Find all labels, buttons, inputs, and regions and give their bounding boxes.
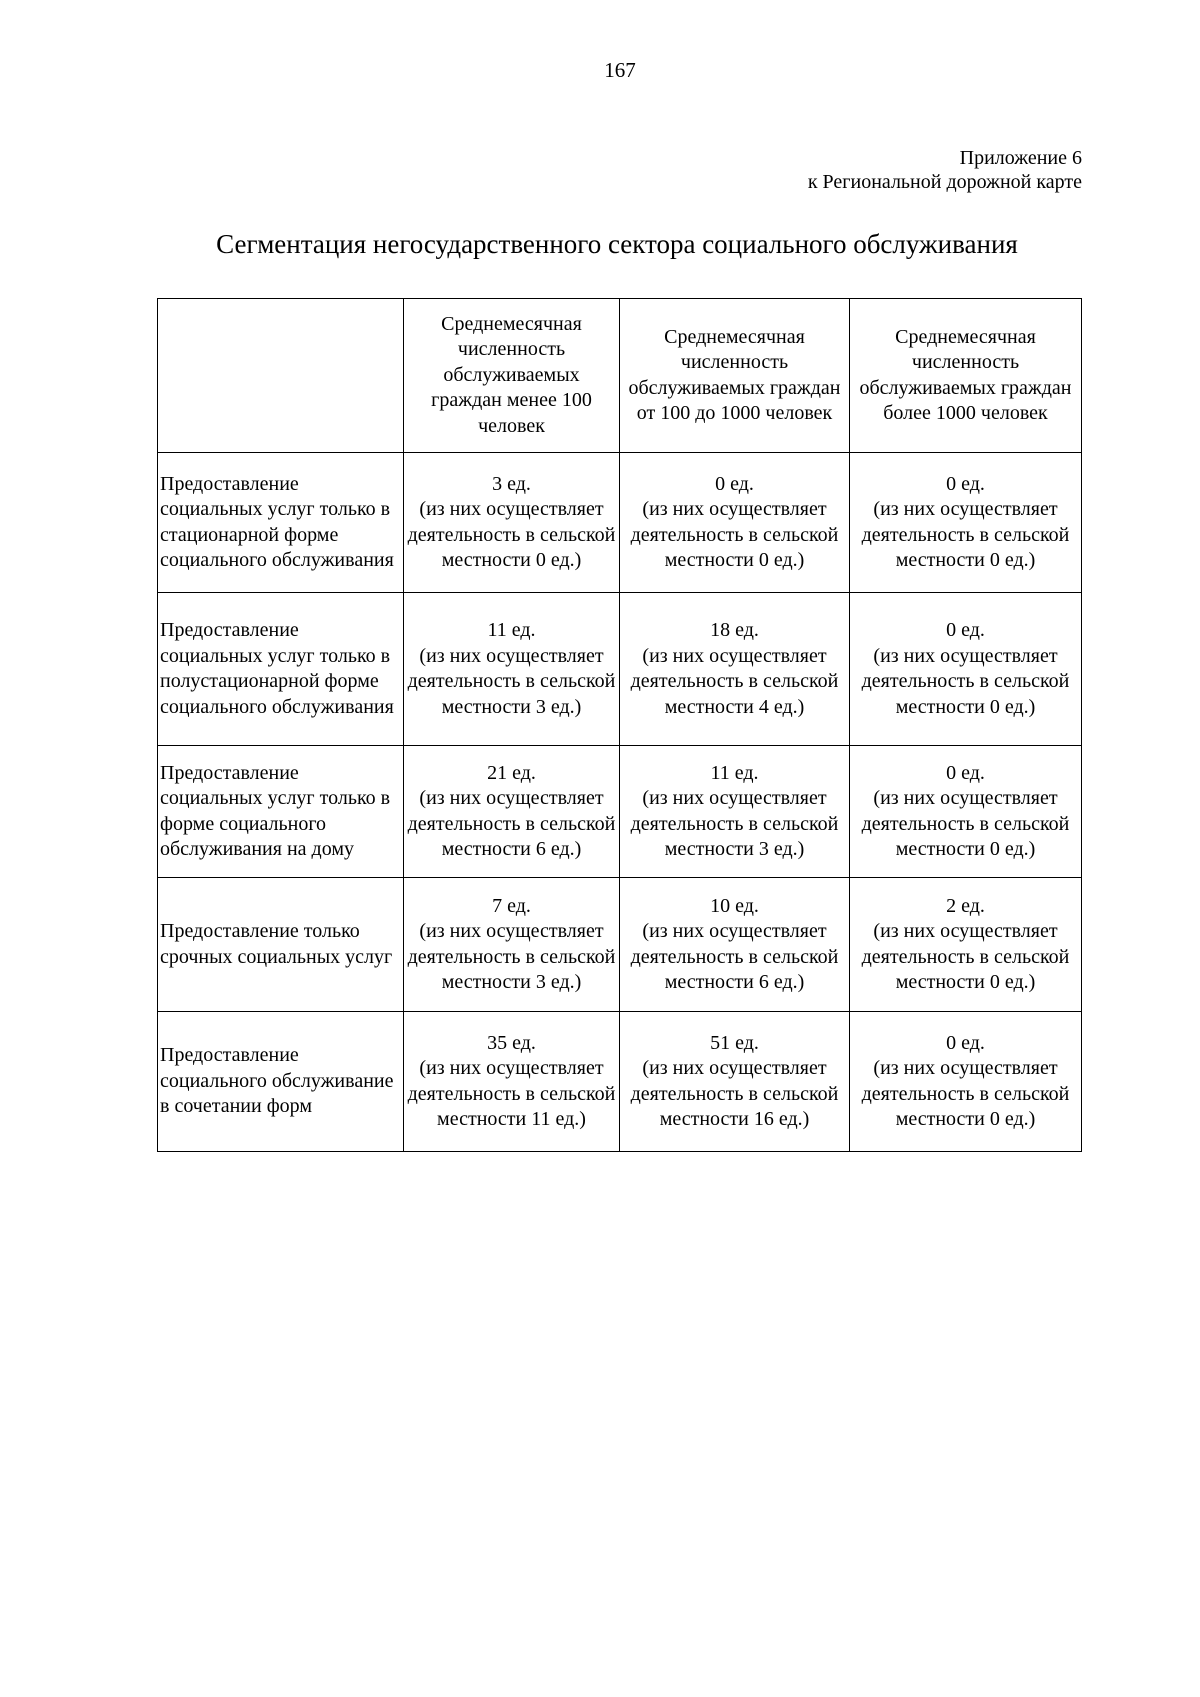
table-header-row [158, 299, 1082, 453]
unit-count: 0 ед. [946, 472, 985, 495]
rural-detail: (из них осуществляет деятельность в сельской местности 3 ед.) [407, 920, 616, 993]
rural-detail: (из них осуществляет деятельность в сельской местности 3 ед.) [407, 644, 616, 718]
rural-detail: (из них осуществляет деятельность в сельской местности 0 ед.) [861, 920, 1070, 993]
header-cell-over-1000: Среднемесячная численность обслуживаемых граждан более 1000 человек [850, 299, 1082, 453]
value-cell [404, 593, 620, 746]
value-cell [404, 453, 620, 593]
unit-count: 0 ед. [946, 619, 985, 641]
rural-detail: (из них осуществляет деятельность в сельской местности 0 ед.) [861, 1057, 1070, 1130]
unit-count: 0 ед. [946, 761, 985, 784]
value-cell [850, 593, 1082, 746]
unit-count: 10 ед. [710, 894, 759, 917]
appendix-line-1: Приложение 6 [959, 147, 1082, 169]
unit-count: 35 ед. [487, 1031, 536, 1054]
rural-detail: (из них осуществляет деятельность в сельской местности 0 ед.) [861, 498, 1070, 571]
unit-count: 0 ед. [715, 472, 754, 495]
rural-detail: (из них осуществляет деятельность в сельской местности 6 ед.) [407, 787, 616, 860]
unit-count: 51 ед. [710, 1031, 759, 1054]
rural-detail: (из них осуществляет деятельность в сельской местности 0 ед.) [861, 644, 1070, 718]
unit-count: 0 ед. [946, 1031, 985, 1054]
unit-count: 11 ед. [487, 619, 536, 641]
table-row [158, 593, 1082, 746]
table-row [158, 453, 1082, 593]
rural-detail: (из них осуществляет деятельность в сельской местности 11 ед.) [407, 1057, 616, 1130]
value-cell [850, 878, 1082, 1012]
rural-detail: (из них осуществляет деятельность в сельской местности 3 ед.) [630, 787, 839, 860]
value-cell [404, 746, 620, 878]
value-cell [620, 1012, 850, 1152]
unit-count: 21 ед. [487, 761, 536, 784]
header-cell-100-to-1000: Среднемесячная численность обслуживаемых граждан от 100 до 1000 человек [620, 299, 850, 453]
unit-count: 7 ед. [492, 894, 531, 917]
segmentation-table [157, 298, 1082, 1152]
row-label: Предоставление социальных услуг только в форме социального обслуживания на дому [158, 746, 404, 878]
row-label: Предоставление социальных услуг только в полустационарной форме социального обслуживания [158, 593, 404, 746]
rural-detail: (из них осуществляет деятельность в сельской местности 0 ед.) [861, 787, 1070, 860]
table-row [158, 1012, 1082, 1152]
table-row [158, 878, 1082, 1012]
appendix-note [808, 146, 1082, 194]
table-row [158, 746, 1082, 878]
row-label: Предоставление только срочных социальных услуг [158, 878, 404, 1012]
unit-count: 2 ед. [946, 894, 985, 917]
value-cell [620, 746, 850, 878]
header-cell-under-100: Среднемесячная численность обслуживаемых граждан менее 100 человек [404, 299, 620, 453]
rural-detail: (из них осуществляет деятельность в сельской местности 16 ед.) [630, 1057, 839, 1130]
value-cell [850, 746, 1082, 878]
row-label: Предоставление социальных услуг только в стационарной форме социального обслуживания [158, 453, 404, 593]
value-cell [620, 878, 850, 1012]
page-number: 167 [604, 58, 636, 82]
rural-detail: (из них осуществляет деятельность в сельской местности 4 ед.) [630, 644, 839, 718]
header-cell-empty [158, 299, 404, 453]
value-cell [850, 453, 1082, 593]
unit-count: 11 ед. [710, 761, 759, 784]
appendix-line-2: к Региональной дорожной карте [807, 171, 1082, 193]
unit-count: 3 ед. [492, 472, 531, 495]
document-title: Сегментация негосударственного сектора социального обслуживания [216, 229, 1018, 259]
value-cell [620, 453, 850, 593]
unit-count: 18 ед. [710, 619, 759, 641]
value-cell [850, 1012, 1082, 1152]
value-cell [404, 878, 620, 1012]
value-cell [620, 593, 850, 746]
value-cell [404, 1012, 620, 1152]
rural-detail: (из них осуществляет деятельность в сельской местности 0 ед.) [630, 498, 839, 571]
row-label: Предоставление социального обслуживание в сочетании форм [158, 1012, 404, 1152]
rural-detail: (из них осуществляет деятельность в сельской местности 6 ед.) [630, 920, 839, 993]
rural-detail: (из них осуществляет деятельность в сельской местности 0 ед.) [407, 498, 616, 571]
